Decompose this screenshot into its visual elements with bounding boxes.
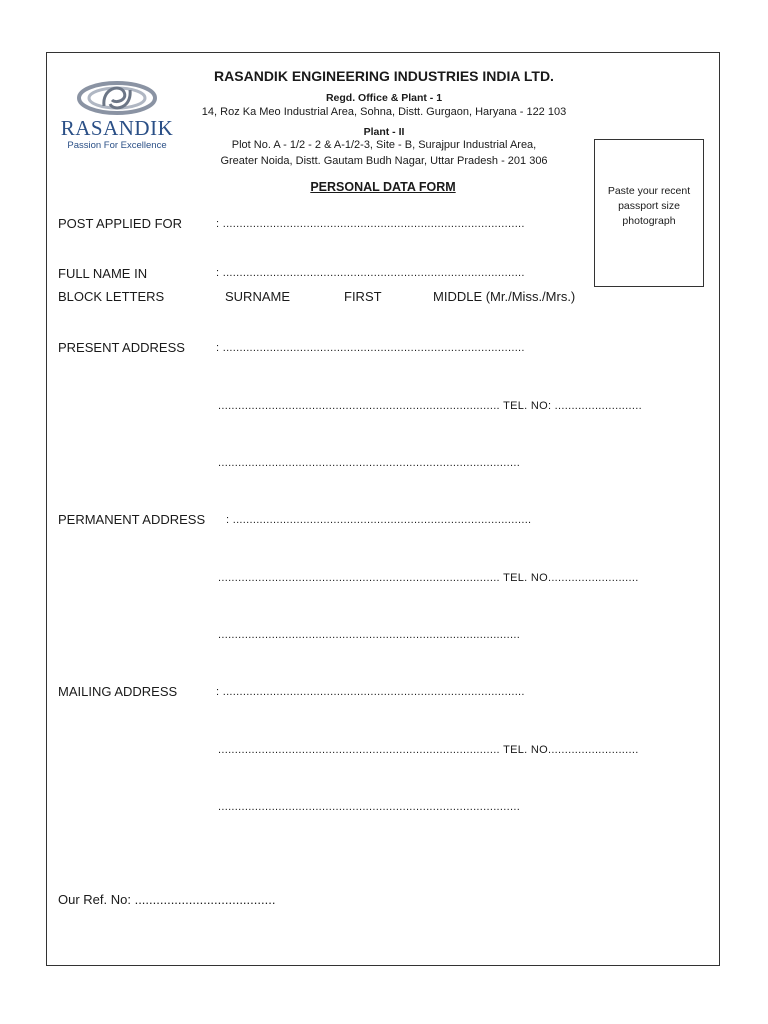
plant1-address: 14, Roz Ka Meo Industrial Area, Sohna, Distt. Gurgaon, Haryana - 122 103 [201,106,567,118]
surname-label: SURNAME [225,289,291,304]
present-address-label: PRESENT ADDRESS [58,340,185,355]
company-name: RASANDIK ENGINEERING INDUSTRIES INDIA LTD. [214,68,554,84]
mailing-address-line3[interactable]: .......................................................................................... [218,801,521,813]
photo-box [594,139,704,287]
photo-instructions: Paste your recent passport size photograph [607,185,691,227]
first-name-label: FIRST [344,289,382,304]
present-address-line3[interactable]: .......................................................................................... [218,457,521,469]
logo-emblem-icon [58,78,176,118]
plant2-address-line2: Greater Noida, Distt. Gautam Budh Nagar, Uttar Pradesh - 201 306 [220,155,548,167]
present-address-line1[interactable]: : .......................................................................................... [216,342,525,354]
mailing-address-line2[interactable]: .................................................................................... TEL. NO........................... [218,744,639,756]
middle-name-label: MIDDLE (Mr./Miss./Mrs.) [433,289,576,304]
permanent-address-line1[interactable]: : ......................................................................................... [226,514,532,526]
form-title: PERSONAL DATA FORM [310,180,456,194]
mailing-address-line1[interactable]: : .......................................................................................... [216,686,525,698]
plant2-address-line1: Plot No. A - 1/2 - 2 & A-1/2-3, Site - B, Surajpur Industrial Area, [231,139,537,151]
post-applied-label: POST APPLIED FOR [58,216,183,231]
full-name-field[interactable]: : .......................................................................................... [216,267,525,279]
permanent-address-line2[interactable]: .................................................................................... TEL. NO........................... [218,572,639,584]
mailing-address-label: MAILING ADDRESS [58,684,178,699]
plant1-title: Regd. Office & Plant - 1 [325,92,443,104]
reference-number[interactable]: Our Ref. No: ....................................... [58,892,276,907]
post-applied-field[interactable]: : .......................................................................................... [216,218,525,230]
company-logo [58,78,176,152]
full-name-label: FULL NAME IN [58,266,148,281]
logo-wordmark: RASANDIK [60,116,174,140]
permanent-address-label: PERMANENT ADDRESS [58,512,206,527]
present-address-line2[interactable]: .................................................................................... TEL. NO: .......................... [218,400,642,412]
plant2-title: Plant - II [363,126,405,138]
permanent-address-line3[interactable]: .......................................................................................... [218,629,521,641]
block-letters-label: BLOCK LETTERS [58,289,165,304]
logo-tagline: Passion For Excellence [67,140,167,151]
